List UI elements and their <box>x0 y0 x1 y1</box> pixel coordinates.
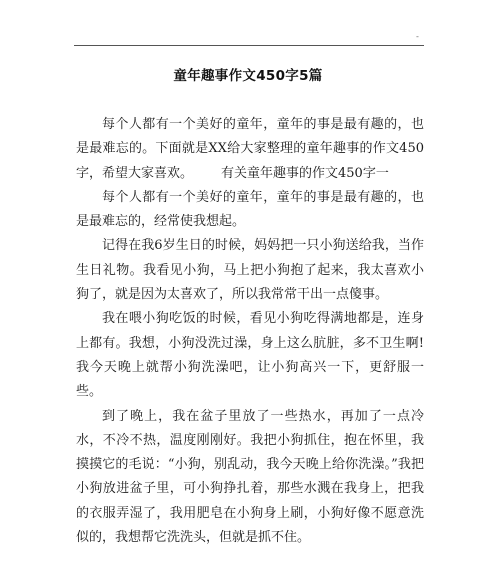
body-paragraph: 每个人都有一个美好的童年，童年的事是最有趣的，也是最难忘的，经常使我想起。 <box>76 189 424 230</box>
header-mark: - <box>416 32 419 41</box>
body-paragraph: 我在喂小狗吃饭的时候，看见小狗吃得满地都是，连身上都有。我想，小狗没洗过澡，身上这么肮脏，多不卫生啊!我今天晚上就帮小狗洗澡吧，让小狗高兴一下，更舒服一些。 <box>76 311 424 400</box>
header-rule <box>74 45 424 46</box>
subheading: 有关童年趣事的作文450字一 <box>221 165 389 181</box>
document-body <box>76 113 424 550</box>
body-paragraph: 记得在我6岁生日的时候，妈妈把一只小狗送给我，当作生日礼物。我看见小狗，马上把小狗抱了起来，我太喜欢小狗了，就是因为太喜欢了，所以我常常干出一点傻事。 <box>76 238 424 303</box>
intro-paragraph <box>76 113 424 186</box>
body-paragraph: 到了晚上，我在盆子里放了一些热水，再加了一点冷水，不冷不热，温度刚刚好。我把小狗抓住，抱在怀里，我摸摸它的毛说：“小狗，别乱动，我今天晚上给你洗澡。”我把小狗放进盆子里，可小狗挣扎着，那些水溅在我身上，把我的衣服弄湿了，我用肥皂在小狗身上刷，小狗好像不愿意洗似的，我想帮它洗洗头，但就是抓不住。 <box>76 408 424 546</box>
document-title: 童年趣事作文450字5篇 <box>173 68 323 84</box>
intro-text: 每个人都有一个美好的童年，童年的事是最有趣的，也是最难忘的。下面就是XX给大家整理的童年趣事的作文450字，希望大家喜欢。 <box>76 117 424 181</box>
